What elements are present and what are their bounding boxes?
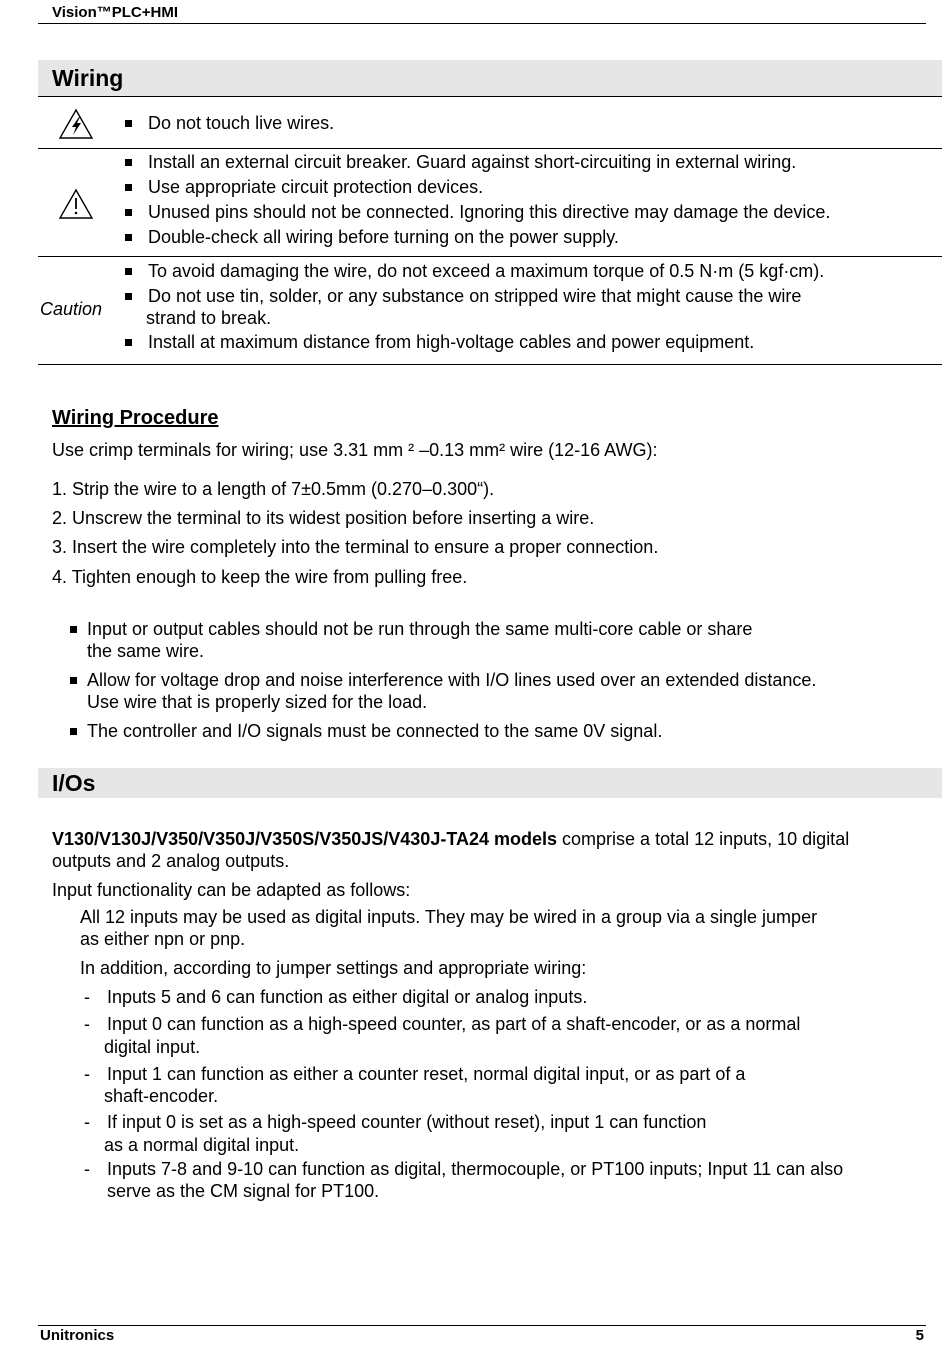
section-title-ios: I/Os <box>38 768 942 798</box>
dash-marker: - <box>84 1112 90 1132</box>
procedure-note: Allow for voltage drop and noise interference with I/O lines used over an extended distance. <box>87 670 817 690</box>
procedure-note-continued: Use wire that is properly sized for the load. <box>87 692 428 712</box>
input-function-item-continued: shaft-encoder. <box>104 1086 219 1106</box>
caution-item-continued: strand to break. <box>146 308 272 328</box>
section-title-wiring: Wiring <box>38 60 942 96</box>
electric-shock-warning-icon <box>58 108 94 140</box>
dash-marker: - <box>84 1014 90 1034</box>
bullet-marker <box>125 268 132 275</box>
jumper-settings-intro: In addition, according to jumper settings and appropriate wiring: <box>80 958 587 978</box>
procedure-step: 4. Tighten enough to keep the wire from pulling free. <box>52 567 468 587</box>
warning-triangle-icon <box>58 188 94 220</box>
input-function-item: Inputs 7-8 and 9-10 can function as digital, thermocouple, or PT100 inputs; Input 11 can also <box>107 1159 844 1179</box>
table-rule <box>38 256 942 257</box>
bullet-marker <box>125 209 132 216</box>
table-rule <box>38 148 942 149</box>
dash-marker: - <box>84 1064 90 1084</box>
bullet-marker <box>125 120 132 127</box>
bullet-marker <box>70 728 77 735</box>
dash-marker: - <box>84 1159 90 1179</box>
warning-item: Double-check all wiring before turning on the power supply. <box>148 227 619 247</box>
wiring-procedure-title: Wiring Procedure <box>52 407 219 429</box>
models-description <box>52 828 849 850</box>
caution-label: Caution <box>40 299 103 319</box>
all-inputs-digital-continued: as either npn or pnp. <box>80 929 246 949</box>
dash-marker: - <box>84 987 90 1007</box>
document-header-title: Vision™PLC+HMI <box>52 4 178 21</box>
input-function-item-continued: serve as the CM signal for PT100. <box>107 1181 380 1201</box>
header-rule <box>38 23 926 24</box>
models-description-rest: comprise a total 12 inputs, 10 digital <box>557 829 850 849</box>
warning-item: Install an external circuit breaker. Guard against short-circuiting in external wiring. <box>148 152 797 172</box>
footer-rule <box>38 1325 926 1326</box>
input-function-item: Inputs 5 and 6 can function as either digital or analog inputs. <box>107 987 588 1007</box>
input-function-item: If input 0 is set as a high-speed counter (without reset), input 1 can function <box>107 1112 707 1132</box>
procedure-note-continued: the same wire. <box>87 641 205 661</box>
bullet-marker <box>125 339 132 346</box>
bullet-marker <box>125 234 132 241</box>
input-function-item: Input 0 can function as a high-speed counter, as part of a shaft-encoder, or as a normal <box>107 1014 801 1034</box>
table-rule-bottom <box>38 364 942 365</box>
procedure-step: 3. Insert the wire completely into the terminal to ensure a proper connection. <box>52 537 659 557</box>
models-list: V130/V130J/V350/V350J/V350S/V350JS/V430J-TA24 models <box>52 829 558 849</box>
bullet-marker <box>125 293 132 300</box>
page-number: 5 <box>915 1327 924 1344</box>
caution-item: To avoid damaging the wire, do not exceed a maximum torque of 0.5 N·m (5 kgf·cm). <box>148 261 825 281</box>
input-function-item: Input 1 can function as either a counter reset, normal digital input, or as part of a <box>107 1064 746 1084</box>
warning-item: Use appropriate circuit protection devices. <box>148 177 484 197</box>
table-rule-top <box>38 96 942 97</box>
footer-brand: Unitronics <box>40 1327 115 1344</box>
procedure-step: 2. Unscrew the terminal to its widest position before inserting a wire. <box>52 508 595 528</box>
wiring-procedure-intro: Use crimp terminals for wiring; use 3.31 mm ² –0.13 mm² wire (12-16 AWG): <box>52 440 658 460</box>
all-inputs-digital: All 12 inputs may be used as digital inputs. They may be wired in a group via a single jumper <box>80 907 818 927</box>
models-description-continued: outputs and 2 analog outputs. <box>52 851 290 871</box>
warning-item: Unused pins should not be connected. Ignoring this directive may damage the device. <box>148 202 831 222</box>
caution-item: Install at maximum distance from high-voltage cables and power equipment. <box>148 332 755 352</box>
bullet-marker <box>125 159 132 166</box>
bullet-marker <box>70 677 77 684</box>
bullet-marker <box>70 626 77 633</box>
input-function-item-continued: digital input. <box>104 1037 201 1057</box>
caution-item: Do not use tin, solder, or any substance on stripped wire that might cause the wire <box>148 286 802 306</box>
procedure-note: The controller and I/O signals must be connected to the same 0V signal. <box>87 721 663 741</box>
procedure-note: Input or output cables should not be run through the same multi-core cable or share <box>87 619 753 639</box>
bullet-marker <box>125 184 132 191</box>
input-function-item-continued: as a normal digital input. <box>104 1135 300 1155</box>
input-functionality-intro: Input functionality can be adapted as follows: <box>52 880 411 900</box>
procedure-step: 1. Strip the wire to a length of 7±0.5mm (0.270–0.300“). <box>52 479 495 499</box>
shock-warning-item: Do not touch live wires. <box>148 113 335 133</box>
